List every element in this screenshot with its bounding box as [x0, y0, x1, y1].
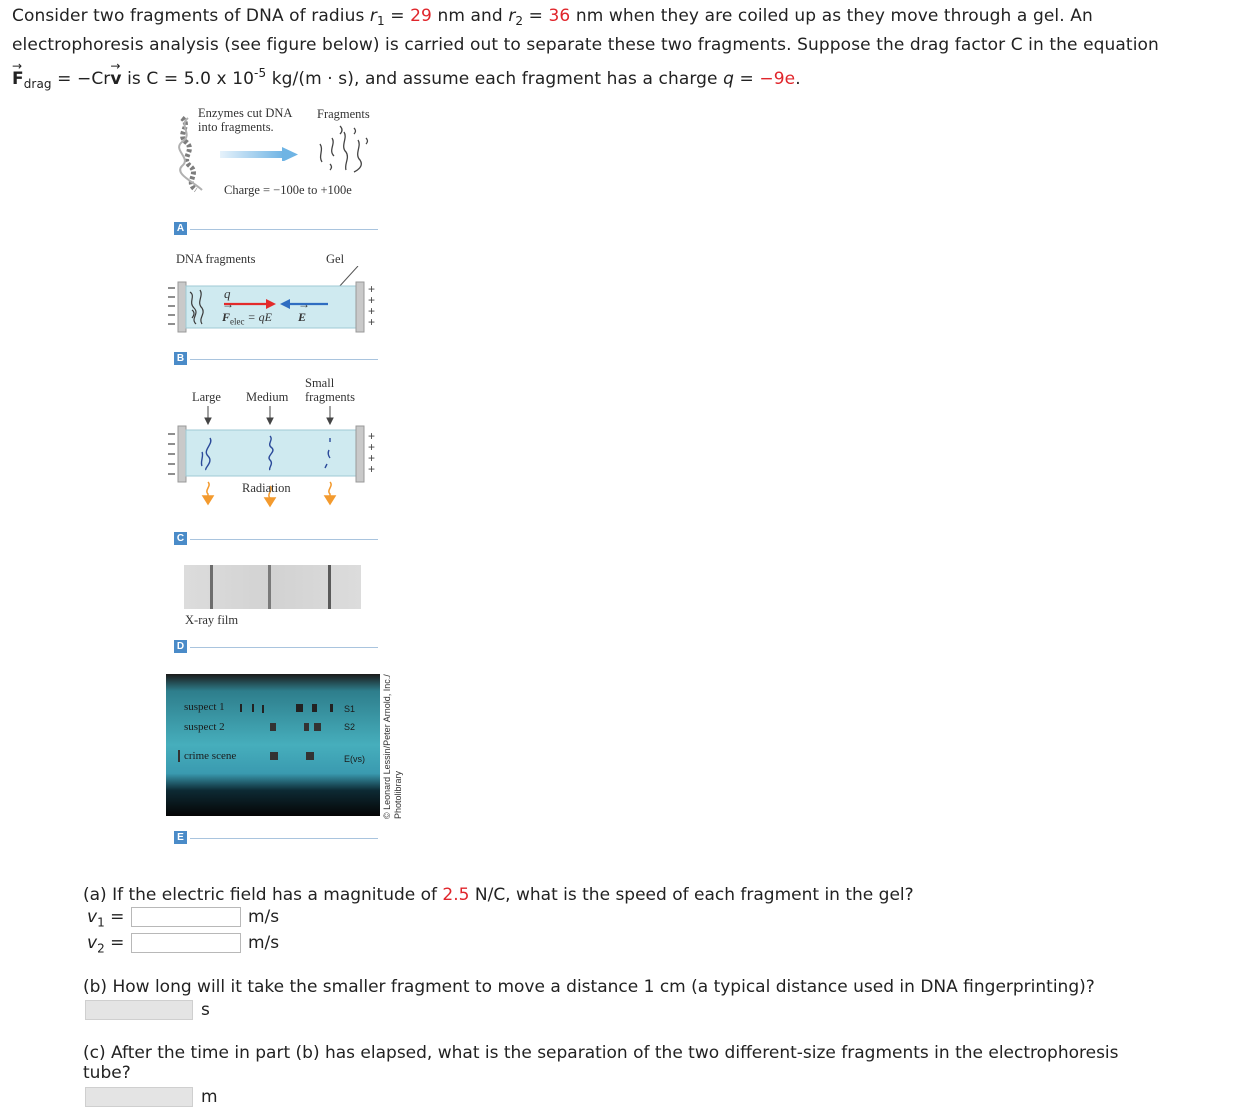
svg-text:+: + — [368, 429, 376, 443]
v1-input[interactable] — [131, 907, 241, 927]
field-magnitude: 2.5 — [442, 885, 470, 905]
svg-text:+: + — [368, 282, 376, 296]
problem-line-2: electrophoresis analysis (see figure below) is carried out to separate these two fragments. Suppose the drag factor C in the equation — [12, 35, 1159, 55]
panel-divider-e — [190, 838, 378, 839]
v2-row — [83, 932, 483, 956]
svg-text:+: + — [368, 440, 376, 454]
gel-tube-b — [166, 266, 396, 336]
b-row — [83, 999, 383, 1023]
r1-value: 29 — [410, 6, 432, 26]
v1-unit: m/s — [248, 907, 280, 927]
xray-film-image — [184, 563, 364, 613]
gel-label: Gel — [326, 252, 345, 266]
problem-line-3: → $F_{drag} = -Cr\to v$ is C = 5.0 x $10^{-5}$ kg/(m · s), and assume each fragment has a charge q = −9e. — [12, 61, 1237, 96]
dna-fragments-label: DNA fragments — [176, 252, 256, 266]
v1-label: $v_1$ = — [87, 907, 125, 930]
evs-label: E(vs) — [344, 754, 365, 764]
svg-text:+: + — [368, 462, 376, 476]
separation-unit: m — [201, 1087, 218, 1107]
fragments-label: Fragments — [317, 107, 370, 121]
c-row — [83, 1086, 383, 1110]
svg-text:+: + — [368, 315, 376, 329]
panel-tag-d: D — [174, 640, 187, 653]
enzymes-label: Enzymes cut DNA — [198, 106, 293, 120]
question-a: (a) If the electric field has a magnitude of 2.5 N/C, what is the speed of each fragment in the gel? — [83, 885, 914, 905]
fragments-label-c: fragments — [305, 390, 355, 404]
panel-divider-a — [190, 229, 378, 230]
svg-text:+: + — [368, 304, 376, 318]
svg-text:+: + — [368, 293, 376, 307]
electrophoresis-figure — [160, 100, 403, 850]
suspect-2-label: suspect 2 — [184, 721, 225, 733]
crime-scene-label: crime scene — [184, 750, 237, 762]
charge-value: −9e — [759, 69, 796, 89]
fdrag-symbol: → F — [12, 67, 24, 91]
question-c-line-2: tube? — [83, 1063, 131, 1083]
v2-unit: m/s — [248, 933, 280, 953]
v2-input[interactable] — [131, 933, 241, 953]
large-label: Large — [192, 390, 221, 404]
process-arrow-icon — [220, 147, 300, 161]
charge-q-label: q — [224, 286, 231, 301]
photo-credit-line-2: Photolibrary — [393, 770, 403, 819]
question-c-line-1: (c) After the time in part (b) has elapsed, what is the separation of the two different-size fragments in the electrophoresis — [83, 1043, 1119, 1063]
problem-line-1: Consider two fragments of DNA of radius $r_1 = 29$ nm and $r_2 = 36$ nm when they are coiled up as they move through a gel. An — [12, 6, 1093, 28]
charge-range-label: Charge = −100e to +100e — [224, 183, 352, 197]
time-unit: s — [201, 1000, 210, 1020]
medium-label: Medium — [246, 390, 289, 404]
r1-symbol: r — [369, 6, 378, 26]
suspect-1-label: suspect 1 — [184, 701, 225, 713]
xray-film-label: X-ray film — [185, 613, 239, 627]
velocity-symbol: → v — [110, 67, 121, 91]
panel-divider-d — [190, 647, 378, 648]
panel-tag-a: A — [174, 222, 187, 235]
photo-credit-line-1: © Leonard Lessin/Peter Arnold, Inc./ — [382, 674, 392, 819]
panel-divider-c — [190, 539, 378, 540]
small-label: Small — [305, 376, 335, 390]
efield-label: → E — [298, 310, 306, 325]
into-fragments-label: into fragments. — [198, 120, 274, 134]
separation-input[interactable] — [85, 1087, 193, 1107]
s1-label: S1 — [344, 704, 356, 714]
panel-tag-c: C — [174, 532, 187, 545]
r2-symbol: r — [508, 6, 516, 26]
v1-row — [83, 906, 483, 930]
felec-label: → $F_{elec}$ = qE — [222, 310, 272, 326]
problem-statement — [12, 4, 1237, 96]
v2-label: $v_2$ = — [87, 933, 125, 956]
band-marks — [166, 674, 380, 816]
time-input[interactable] — [85, 1000, 193, 1020]
panel-tag-e: E — [174, 831, 187, 844]
gel-tube-c — [166, 406, 396, 516]
panel-divider-b — [190, 359, 378, 360]
fragments-squiggle-icon — [310, 124, 380, 174]
question-b: (b) How long will it take the smaller fragment to move a distance 1 cm (a typical distance used in DNA fingerprinting)? — [83, 977, 1095, 997]
r2-value: 36 — [548, 6, 571, 26]
radiation-label: Radiation — [242, 481, 291, 495]
dna-fingerprint-photo — [166, 674, 380, 816]
s2-label: S2 — [344, 722, 356, 732]
svg-text:+: + — [368, 451, 376, 465]
panel-tag-b: B — [174, 352, 187, 365]
